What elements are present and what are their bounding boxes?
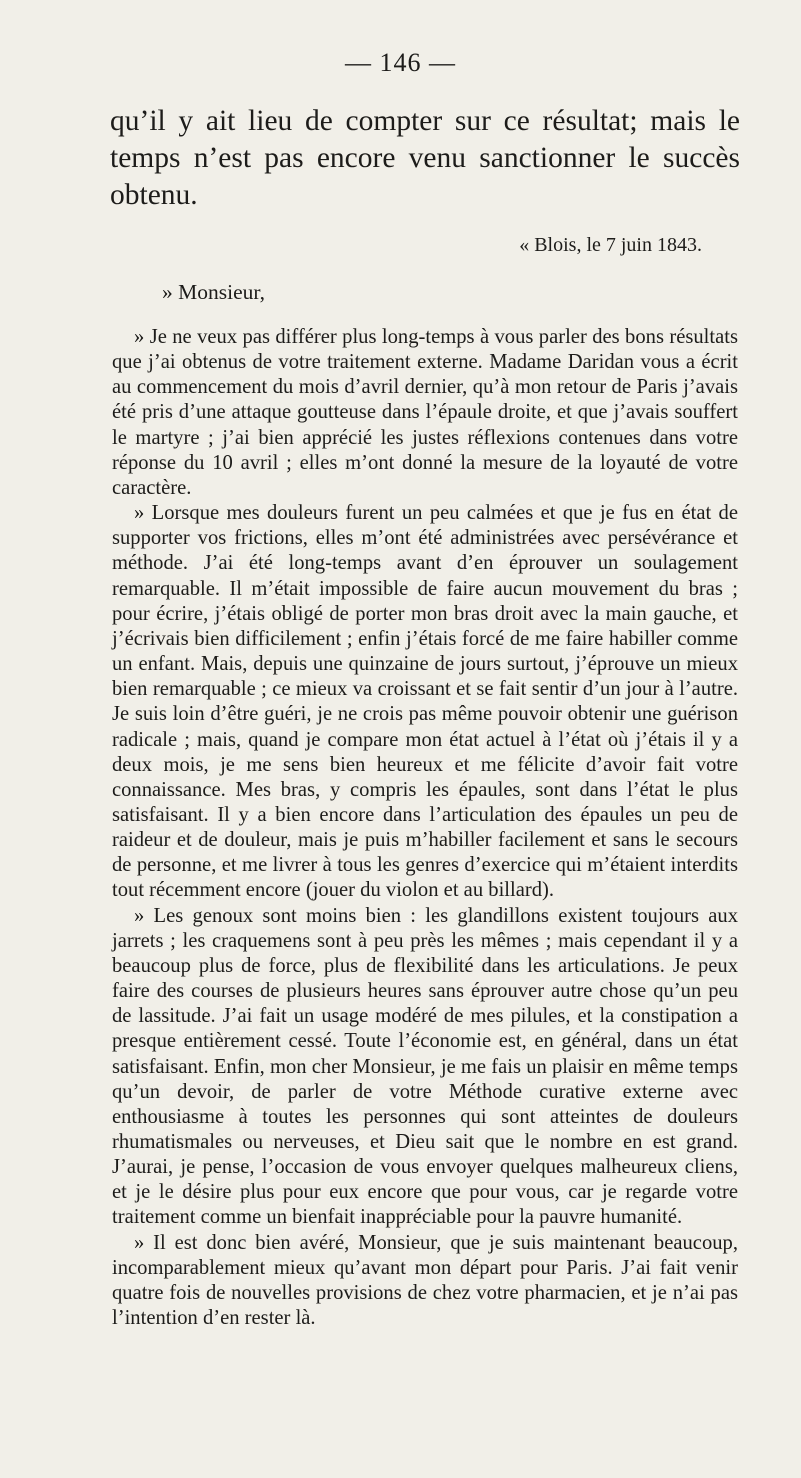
letter-paragraph: » Les genoux sont moins bien : les glandillons existent toujours aux jarrets ; les craquemens sont à peu près les mêmes ; mais cependant il y a beaucoup plus de force, plus de flexibilité dans les articulations. Je peux faire des courses de plusieurs heures sans éprouver autre chose qu’un peu de lassitude. J’ai fait un usage modéré de mes pilules, et la constipation a presque entièrement cessé. Toute l’économie est, en général, dans un état satisfaisant. Enfin, mon cher Monsieur, je me fais un plaisir en même temps qu’un devoir, de parler de votre Méthode curative externe avec enthousiasme à toutes les personnes qui sont atteintes de douleurs rhumatismales ou nerveuses, et Dieu sait que le nombre en est grand. J’aurai, je pense, l’occasion de vous envoyer quelques malheureux cliens, et je le désire plus pour eux encore que pour vous, car je regarde votre traitement comme un bienfait inappréciable pour la pauvre humanité.	[112, 904, 738, 1229]
letter-paragraph: » Je ne veux pas différer plus long-temps à vous parler des bons résultats que j’ai obtenus de votre traitement externe. Madame Daridan vous a écrit au commencement du mois d’avril dernier, qu’à mon retour de Paris j’avais été pris d’une attaque goutteuse dans l’épaule droite, et que j’avais souffert le martyre ; j’ai bien apprécié les justes réflexions contenues dans votre réponse du 10 avril ; elles m’ont donné la mesure de la loyauté de votre caractère.	[112, 326, 738, 499]
page-number: — 146 —	[345, 48, 456, 77]
lead-paragraph: qu’il y ait lieu de compter sur ce résultat; mais le temps n’est pas encore venu sanctionner le succès obtenu.	[110, 105, 740, 211]
letter-salutation: » Monsieur,	[162, 280, 266, 304]
letter-body	[112, 325, 738, 1331]
letter-paragraph: » Lorsque mes douleurs furent un peu calmées et que je fus en état de supporter vos frictions, elles m’ont été administrées avec persévérance et méthode. J’ai été long-temps avant d’en éprouver un soulagement remarquable. Il m’était impossible de faire aucun mouvement du bras ; pour écrire, j’étais obligé de porter mon bras droit avec la main gauche, et j’écrivais bien difficilement ; enfin j’étais forcé de me faire habiller comme un enfant. Mais, depuis une quinzaine de jours surtout, j’éprouve un mieux bien remarquable ; ce mieux va croissant et se fait sentir d’un jour à l’autre. Je suis loin d’être guéri, je ne crois pas même pouvoir obtenir une guérison radicale ; mais, quand je compare mon état actuel à l’état où j’étais il y a deux mois, je me sens bien heureux et me félicite d’avoir fait votre connaissance. Mes bras, y compris les épaules, sont dans l’état le plus satisfaisant. Il y a bien encore dans l’articulation des épaules un peu de raideur et de douleur, mais je puis m’habiller facilement et sans le secours de personne, et me livrer à tous les genres d’exercice qui m’étaient interdits tout récemment encore (jouer du violon et au billard).	[112, 502, 738, 902]
letter-paragraph: » Il est donc bien avéré, Monsieur, que je suis maintenant beaucoup, incomparablement mieux qu’avant mon départ pour Paris. J’ai fait venir quatre fois de nouvelles provisions de chez votre pharmacien, et je n’ai pas l’intention d’en rester là.	[112, 1231, 738, 1330]
letter-place-date: « Blois, le 7 juin 1843.	[519, 234, 702, 256]
